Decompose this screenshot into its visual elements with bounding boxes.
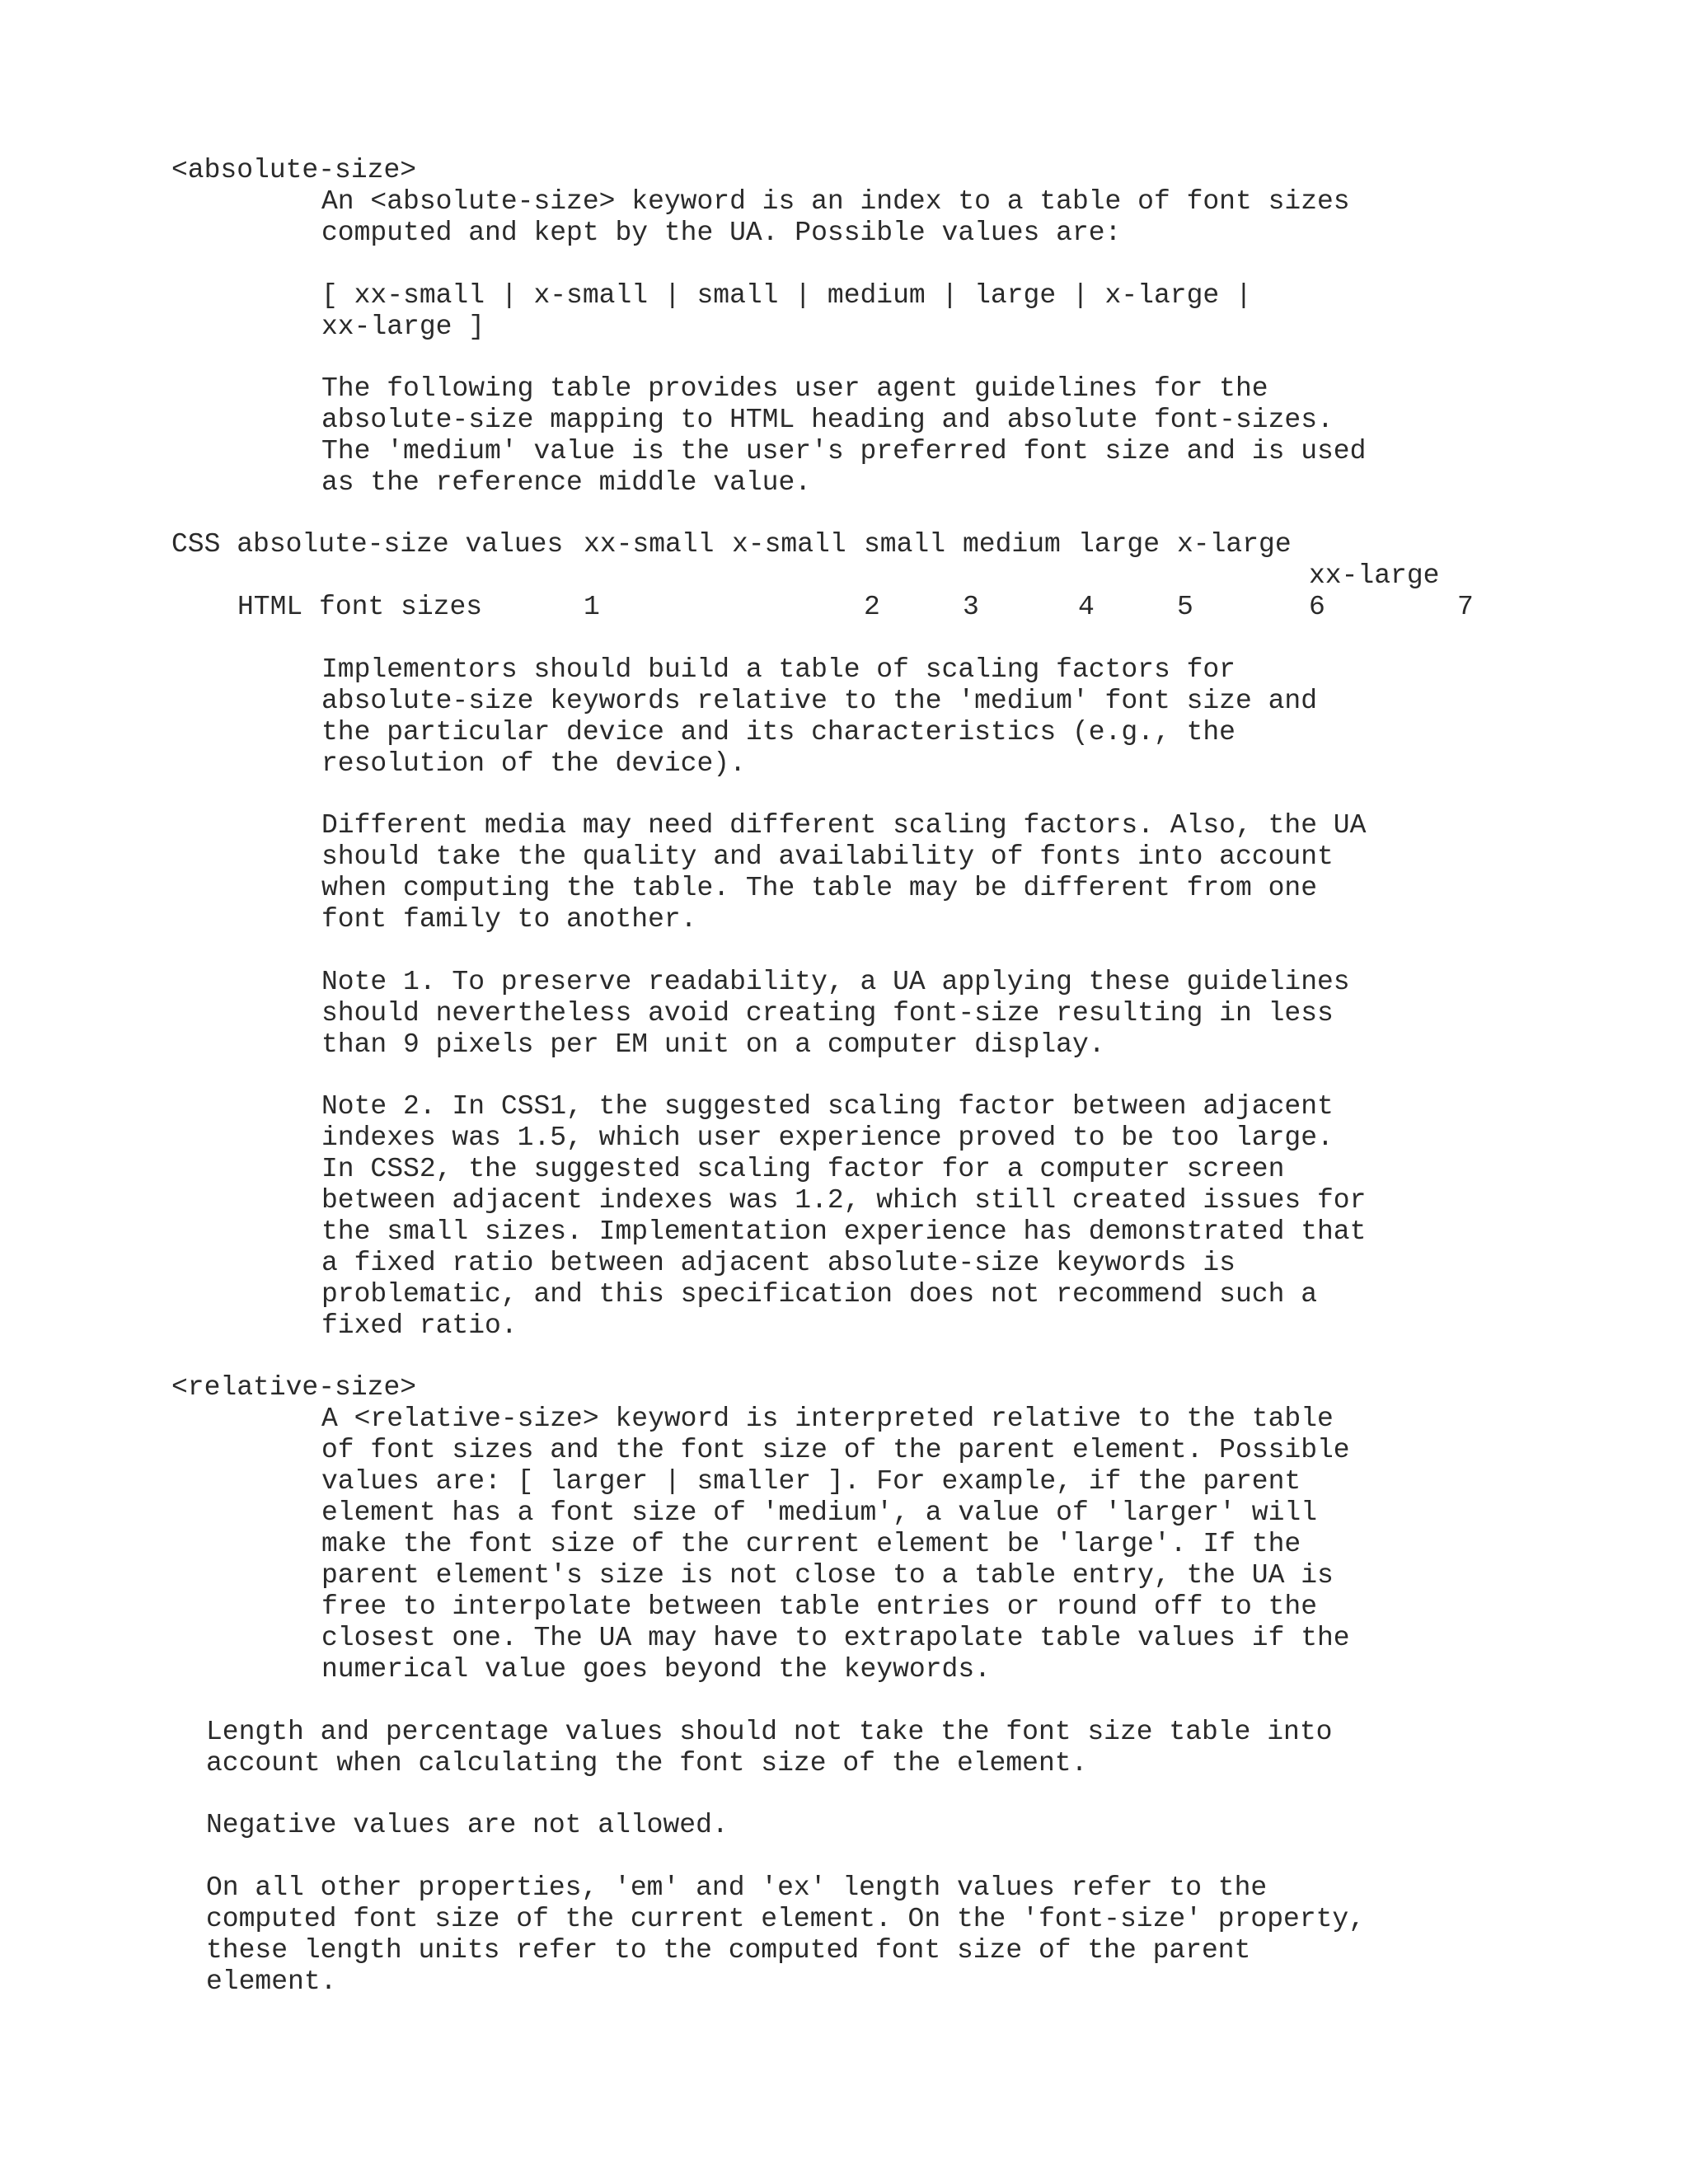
table-html-value: 1: [584, 592, 600, 622]
paragraph-line: computed font size of the current element. On the 'font-size' property,: [206, 1904, 1366, 1934]
definition-line: closest one. The UA may have to extrapolate table values if the: [321, 1623, 1350, 1653]
table-css-value: small: [864, 529, 946, 560]
table-html-value: 6: [1309, 592, 1325, 622]
definition-line: parent element's size is not close to a table entry, the UA is: [321, 1560, 1334, 1591]
values-line: xx-large ]: [321, 312, 485, 342]
paragraph-line: absolute-size keywords relative to the 'medium' font size and: [321, 686, 1317, 716]
note-line: problematic, and this specification does not recommend such a: [321, 1279, 1317, 1310]
definition-line: element has a font size of 'medium', a value of 'larger' will: [321, 1497, 1317, 1528]
paragraph-line: Negative values are not allowed.: [206, 1810, 729, 1840]
table-css-value: large: [1078, 529, 1160, 560]
note-line: between adjacent indexes was 1.2, which still created issues for: [321, 1185, 1367, 1216]
paragraph-line: when computing the table. The table may be different from one: [321, 873, 1317, 903]
note-line: In CSS2, the suggested scaling factor for a computer screen: [321, 1154, 1285, 1184]
paragraph-line: account when calculating the font size of the element.: [206, 1748, 1088, 1779]
paragraph-line: On all other properties, 'em' and 'ex' length values refer to the: [206, 1872, 1268, 1903]
note-line: a fixed ratio between adjacent absolute-size keywords is: [321, 1248, 1236, 1278]
term-absolute-size: <absolute-size>: [171, 155, 417, 185]
definition-line: make the font size of the current element be 'large'. If the: [321, 1529, 1301, 1559]
guideline-line: absolute-size mapping to HTML heading and absolute font-sizes.: [321, 405, 1334, 435]
definition-line: free to interpolate between table entries or round off to the: [321, 1591, 1317, 1622]
table-css-value: medium: [963, 529, 1061, 560]
table-html-value: 4: [1078, 592, 1095, 622]
definition-line: An <absolute-size> keyword is an index to a table of font sizes: [321, 186, 1350, 217]
paragraph-line: Implementors should build a table of scaling factors for: [321, 654, 1236, 685]
table-html-value: 5: [1177, 592, 1193, 622]
table-css-header: CSS absolute-size values: [171, 529, 564, 560]
paragraph-line: should take the quality and availability of fonts into account: [321, 841, 1334, 872]
note-line: fixed ratio.: [321, 1310, 518, 1341]
table-css-value: xx-small: [584, 529, 715, 560]
table-html-value: 7: [1457, 592, 1474, 622]
paragraph-line: resolution of the device).: [321, 748, 746, 779]
note-line: indexes was 1.5, which user experience proved to be too large.: [321, 1122, 1334, 1153]
guideline-line: as the reference middle value.: [321, 467, 812, 498]
note-line: Note 2. In CSS1, the suggested scaling factor between adjacent: [321, 1091, 1334, 1122]
definition-line: values are: [ larger | smaller ]. For example, if the parent: [321, 1466, 1301, 1497]
guideline-line: The 'medium' value is the user's preferred font size and is used: [321, 436, 1367, 466]
table-css-value: xx-large: [1309, 560, 1440, 591]
paragraph-line: Different media may need different scaling factors. Also, the UA: [321, 810, 1367, 841]
term-relative-size: <relative-size>: [171, 1372, 417, 1403]
note-line: should nevertheless avoid creating font-size resulting in less: [321, 998, 1334, 1029]
definition-line: of font sizes and the font size of the parent element. Possible: [321, 1435, 1350, 1465]
note-line: Note 1. To preserve readability, a UA applying these guidelines: [321, 967, 1350, 997]
paragraph-line: font family to another.: [321, 904, 697, 935]
values-line: [ xx-small | x-small | small | medium | large | x-large |: [321, 280, 1252, 311]
paragraph-line: the particular device and its characteristics (e.g., the: [321, 717, 1236, 748]
definition-line: numerical value goes beyond the keywords.: [321, 1654, 991, 1685]
definition-line: computed and kept by the UA. Possible values are:: [321, 218, 1122, 248]
paragraph-line: these length units refer to the computed font size of the parent: [206, 1935, 1251, 1966]
guideline-line: The following table provides user agent guidelines for the: [321, 373, 1268, 404]
paragraph-line: Length and percentage values should not take the font size table into: [206, 1717, 1333, 1747]
table-css-value: x-large: [1177, 529, 1292, 560]
definition-line: A <relative-size> keyword is interpreted relative to the table: [321, 1404, 1334, 1434]
table-html-value: 2: [864, 592, 880, 622]
note-line: the small sizes. Implementation experience has demonstrated that: [321, 1216, 1367, 1247]
note-line: than 9 pixels per EM unit on a computer display.: [321, 1029, 1105, 1060]
paragraph-line: element.: [206, 1966, 337, 1997]
table-html-value: 3: [963, 592, 979, 622]
table-html-header: HTML font sizes: [237, 592, 483, 622]
table-css-value: x-small: [732, 529, 846, 560]
